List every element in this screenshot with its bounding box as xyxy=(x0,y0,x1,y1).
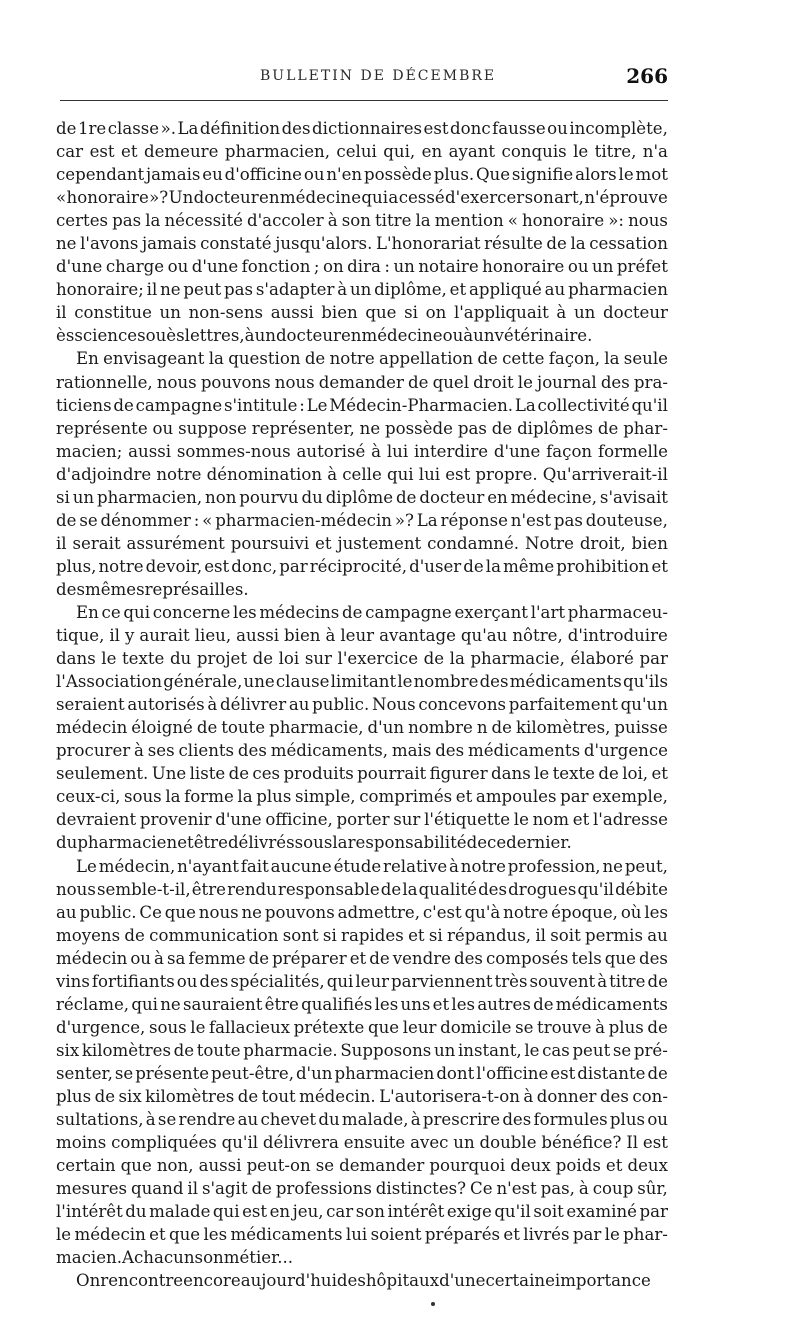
text-line: tique, il y aurait lieu, aussi bien à leur avantage qu'au nôtre, d'introduire xyxy=(56,626,668,646)
text-line: macien. A chacun son métier... xyxy=(56,1248,294,1268)
text-line: plus de six kilomètres de tout médecin. L'autorisera-t-on à donner des con- xyxy=(56,1086,668,1106)
text-line: médecin éloigné de toute pharmacie, d'un nombre n de kilomètres, puisse xyxy=(56,718,668,738)
text-line: En envisageant la question de notre appellation de cette façon, la seule xyxy=(76,349,668,369)
text-line: seulement. Une liste de ces produits pourrait figurer dans le texte de loi, et xyxy=(56,764,668,784)
page-number: 266 xyxy=(626,64,668,88)
paragraph xyxy=(56,347,668,601)
text-line: moyens de communication sont si rapides et si répandus, il soit permis au xyxy=(56,925,668,945)
text-line: d'une charge ou d'une fonction ; on dira : un notaire honoraire ou un préfet xyxy=(56,257,668,277)
text-line: « honoraire »? Un docteur en médecine qui a cessé d'exercer son art, n'éprouve xyxy=(56,188,668,208)
text-line: ès sciences ou ès lettres, à un docteur en médecine ou à un vétérinaire. xyxy=(56,326,593,346)
text-line: seraient autorisés à délivrer au public. Nous concevons parfaitement qu'un xyxy=(56,695,668,715)
text-line: On rencontre encore aujourd'hui des hôpitaux d'une certaine importance xyxy=(76,1271,651,1291)
text-line: certain que non, aussi peut-on se demander pourquoi deux poids et deux xyxy=(56,1156,668,1176)
text-line: d'urgence, sous le fallacieux prétexte que leur domicile se trouve à plus de xyxy=(56,1017,668,1037)
text-line: car est et demeure pharmacien, celui qui, en ayant conquis le titre, n'a xyxy=(56,142,668,162)
text-line: représente ou suppose représenter, ne possède pas de diplômes de phar- xyxy=(56,418,668,438)
text-line: l'Association générale, une clause limitant le nombre des médicaments qu'ils xyxy=(56,672,668,692)
text-line: l'intérêt du malade qui est en jeu, car son intérêt exige qu'il soit examiné par xyxy=(56,1202,668,1222)
text-line: des mêmes représailles. xyxy=(56,579,249,599)
text-line: médecin ou à sa femme de préparer et de vendre des composés tels que des xyxy=(56,948,668,968)
text-line: procurer à ses clients des médicaments, mais des médicaments d'urgence xyxy=(56,741,668,761)
running-title: BULLETIN DE DÉCEMBRE xyxy=(260,68,497,84)
text-line: honoraire; il ne peut pas s'adapter à un diplôme, et appliqué au pharmacien xyxy=(56,280,668,300)
paragraph xyxy=(56,1269,668,1292)
paragraph xyxy=(56,117,668,347)
text-line: ne l'avons jamais constaté jusqu'alors. L'honorariat résulte de la cessation xyxy=(56,234,668,254)
text-line: ceux-ci, sous la forme la plus simple, comprimés et ampoules par exemple, xyxy=(56,787,668,807)
header-rule xyxy=(60,100,668,101)
text-line: senter, se présente peut-être, d'un pharmacien dont l'officine est distante de xyxy=(56,1063,668,1083)
text-line: six kilomètres de toute pharmacie. Supposons un instant, le cas peut se pré- xyxy=(56,1040,668,1060)
text-line: devraient provenir d'une officine, porter sur l'étiquette le nom et l'adresse xyxy=(56,810,668,830)
body-text xyxy=(56,117,668,1292)
text-line: certes pas la nécessité d'accoler à son titre la mention « honoraire »: nous xyxy=(56,211,668,231)
text-line: il constitue un non-sens aussi bien que si on l'appliquait à un docteur xyxy=(56,303,668,323)
text-line: moins compliquées qu'il délivrera ensuite avec un double bénéfice? Il est xyxy=(56,1133,668,1153)
ink-speck xyxy=(431,1302,435,1306)
text-line: sultations, à se rendre au chevet du malade, à prescrire des formules plus ou xyxy=(56,1110,668,1130)
text-line: de se dénommer : « pharmacien-médecin »? La réponse n'est pas douteuse, xyxy=(56,510,668,530)
text-line: ticiens de campagne s'intitule : Le Médecin-Pharmacien. La collectivité qu'il xyxy=(56,395,668,415)
text-line: macien; aussi sommes-nous autorisé à lui interdire d'une façon formelle xyxy=(56,441,668,461)
text-line: au public. Ce que nous ne pouvons admettre, c'est qu'à notre époque, où les xyxy=(56,902,668,922)
text-line: de 1re classe ». La définition des dictionnaires est donc fausse ou incomplète, xyxy=(56,119,668,138)
text-line: rationnelle, nous pouvons nous demander de quel droit le journal des pra- xyxy=(56,372,668,392)
text-line: vins fortifiants ou des spécialités, qui leur parviennent très souvent à titre de xyxy=(56,971,668,991)
text-line: dans le texte du projet de loi sur l'exercice de la pharmacie, élaboré par xyxy=(56,649,668,669)
text-line: d'adjoindre notre dénomination à celle qui lui est propre. Qu'arriverait-il xyxy=(56,464,668,484)
text-line: plus, notre devoir, est donc, par réciprocité, d'user de la même prohibition et xyxy=(56,556,668,576)
paragraph xyxy=(56,601,668,855)
text-line: nous semble-t-il, être rendu responsable de la qualité des drogues qu'il débite xyxy=(56,879,668,899)
text-line: mesures quand il s'agit de professions distinctes? Ce n'est pas, à coup sûr, xyxy=(56,1179,668,1199)
text-line: le médecin et que les médicaments lui soient préparés et livrés par le phar- xyxy=(56,1225,668,1245)
text-line: Le médecin, n'ayant fait aucune étude relative à notre profession, ne peut, xyxy=(76,856,668,876)
running-head xyxy=(60,64,668,94)
text-line: réclame, qui ne sauraient être qualifiés les uns et les autres de médicaments xyxy=(56,994,668,1014)
paragraph xyxy=(56,855,668,1270)
text-line: En ce qui concerne les médecins de campagne exerçant l'art pharmaceu- xyxy=(76,602,668,622)
text-line: il serait assurément poursuivi et justement condamné. Notre droit, bien xyxy=(56,533,668,553)
text-line: du pharmacien et être délivrés sous la responsabilité de ce dernier. xyxy=(56,833,572,853)
text-line: cependant jamais eu d'officine ou n'en possède plus. Que signifie alors le mot xyxy=(56,165,668,185)
text-line: si un pharmacien, non pourvu du diplôme de docteur en médecine, s'avisait xyxy=(56,487,668,507)
